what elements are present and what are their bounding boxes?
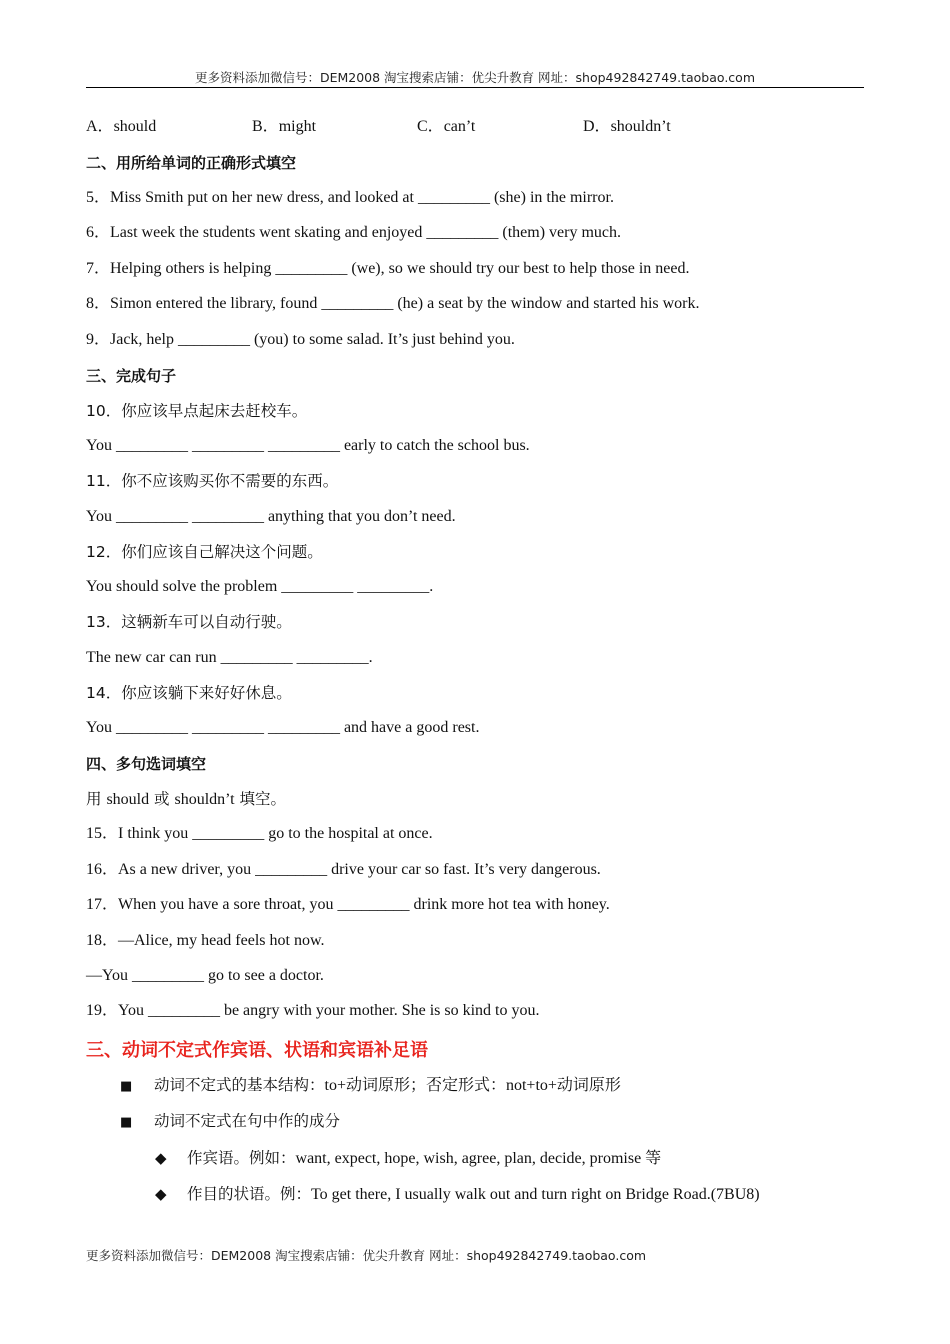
question-14-en: You _________ _________ _________ and have a good rest.: [86, 719, 480, 736]
page-header: 更多资料添加微信号：DEM2008 淘宝搜索店铺：优尖升教育 网址：shop492842749.taobao.com: [194, 70, 756, 85]
question-9: 9．Jack, help _________ (you) to some salad. It’s just behind you.: [86, 331, 515, 348]
question-12-en: You should solve the problem _________ _________.: [86, 578, 434, 595]
square-bullet-icon: ■: [120, 1115, 133, 1130]
question-15: 15．I think you _________ go to the hospital at once.: [86, 825, 433, 842]
header-rule: [86, 87, 864, 88]
section4-instruction: 用 should 或 shouldn’t 填空。: [86, 790, 287, 808]
question-18: 18．—Alice, my head feels hot now.: [86, 932, 325, 949]
question-12-cn: 12．你们应该自己解决这个问题。: [86, 543, 323, 561]
square-bullet-icon: ■: [120, 1079, 133, 1094]
question-17: 17．When you have a sore throat, you _________ drink more hot tea with honey.: [86, 896, 610, 913]
question-14-cn: 14．你应该躺下来好好休息。: [86, 684, 292, 702]
question-10-en: You _________ _________ _________ early to catch the school bus.: [86, 437, 530, 454]
page-footer: 更多资料添加微信号：DEM2008 淘宝搜索店铺：优尖升教育 网址：shop492842749.taobao.com: [86, 1248, 647, 1263]
question-11-en: You _________ _________ anything that you don’t need.: [86, 508, 456, 525]
question-6: 6．Last week the students went skating and enjoyed _________ (them) very much.: [86, 224, 621, 241]
section2-title: 二、用所给单词的正确形式填空: [86, 154, 297, 172]
question-13-en: The new car can run _________ _________.: [86, 649, 373, 666]
grammar-bullet-1: ■ 动词不定式的基本结构：to+动词原形；否定形式：not+to+动词原形: [120, 1075, 621, 1097]
question-19: 19．You _________ be angry with your mother. She is so kind to you.: [86, 1002, 540, 1019]
option-c: C．can’t: [417, 118, 476, 135]
grammar-sub-bullet-2: ◆ 作目的状语。例：To get there, I usually walk out and turn right on Bridge Road.(7BU8): [155, 1185, 760, 1203]
section3-title: 三、完成句子: [86, 367, 177, 385]
grammar-sub-bullet-1: ◆ 作宾语。例如：want, expect, hope, wish, agree, plan, decide, promise 等: [155, 1149, 662, 1167]
question-11-cn: 11．你不应该购买你不需要的东西。: [86, 472, 339, 490]
question-13-cn: 13．这辆新车可以自动行驶。: [86, 613, 292, 631]
grammar-title: 三、动词不定式作宾语、状语和宾语补足语: [86, 1040, 428, 1061]
option-a: A．should: [86, 118, 157, 135]
question-7: 7．Helping others is helping _________ (we), so we should try our best to help those in need.: [86, 260, 690, 277]
option-b: B．might: [252, 118, 317, 135]
section4-title: 四、多句选词填空: [86, 755, 207, 773]
diamond-bullet-icon: ◆: [155, 1149, 167, 1167]
option-d: D．shouldn’t: [583, 118, 671, 135]
diamond-bullet-icon: ◆: [155, 1185, 167, 1203]
question-8: 8．Simon entered the library, found _________ (he) a seat by the window and started his work.: [86, 295, 700, 312]
question-18-reply: —You _________ go to see a doctor.: [86, 967, 324, 984]
question-5: 5．Miss Smith put on her new dress, and looked at _________ (she) in the mirror.: [86, 189, 614, 206]
grammar-bullet-2: ■ 动词不定式在句中作的成分: [120, 1111, 340, 1133]
question-16: 16．As a new driver, you _________ drive your car so fast. It’s very dangerous.: [86, 861, 601, 878]
question-10-cn: 10．你应该早点起床去赶校车。: [86, 402, 308, 420]
